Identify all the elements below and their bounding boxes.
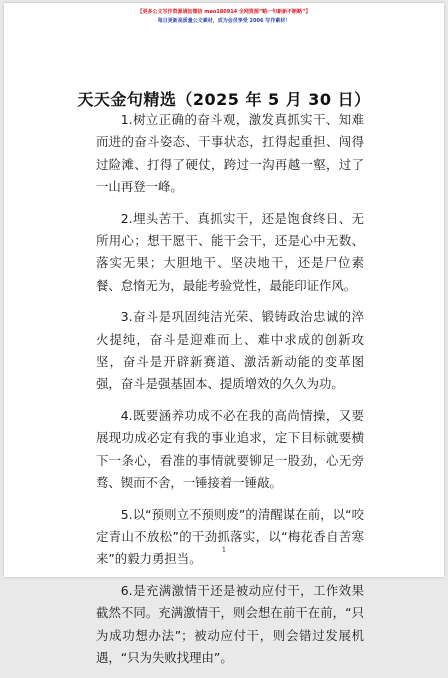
paragraph-4: 4.既要涵养功成不必在我的高尚情操，又要展现功成必定有我的事业追求，定下目标就要横下一条心，看准的事情就要铆足一股劲，心无旁骛、锲而不舍，一锤接着一锤敲。 [96, 407, 364, 491]
paragraph-5: 5.以“预则立不预则废”的清醒谋在前，以“咬定青山不放松”的干劲抓落实，以“梅花香自苦寒来”的毅力勇担当。 [96, 506, 364, 567]
promo-banner-line-1: 【更多公文写作资源请加微信 mao180914 全网资源“略一句新新不断略”】 [137, 9, 311, 15]
paragraph-3: 3.奋斗是巩固纯洁光荣、锻铸政治忠诚的淬火提纯，奋斗是迎难而上、难中求成的创新攻坚，奋斗是开辟新赛道、激活新动能的变革图强，奋斗是强基固本、提质增效的久久为功。 [96, 309, 364, 392]
paragraph-6: 6.是充满激情干还是被动应付干，工作效果截然不同。充满激情干，则会想在前干在前，“只为成功想办法”；被动应付干，则会错过发展机遇，“只为失败找理由”。 [96, 582, 364, 665]
paragraph-2: 2.埋头苦干、真抓实干，还是饱食终日、无所用心；想干愿干、能干会干，还是心中无数、落实无果；大胆地干、坚决地干，还是尸位素餐、怠惰无为，最能考验党性，最能印证作风。 [96, 210, 364, 293]
document-body [96, 109, 364, 678]
promo-banner-line-2: 每日更新高质量公文素材，成为会员享受 2006 写作素材！ [157, 18, 291, 24]
document-page [4, 3, 444, 665]
page-number: 1 [221, 546, 227, 554]
document-title: 天天金句精选（2025 年 5 月 30 日） [77, 90, 371, 109]
paragraph-1: 1.树立正确的奋斗观，激发真抓实干、知难而进的奋斗姿态、干事状态，扛得起重担、闯得过险滩、打得了硬仗，跨过一沟再越一壑，过了一山再登一峰。 [96, 112, 364, 195]
